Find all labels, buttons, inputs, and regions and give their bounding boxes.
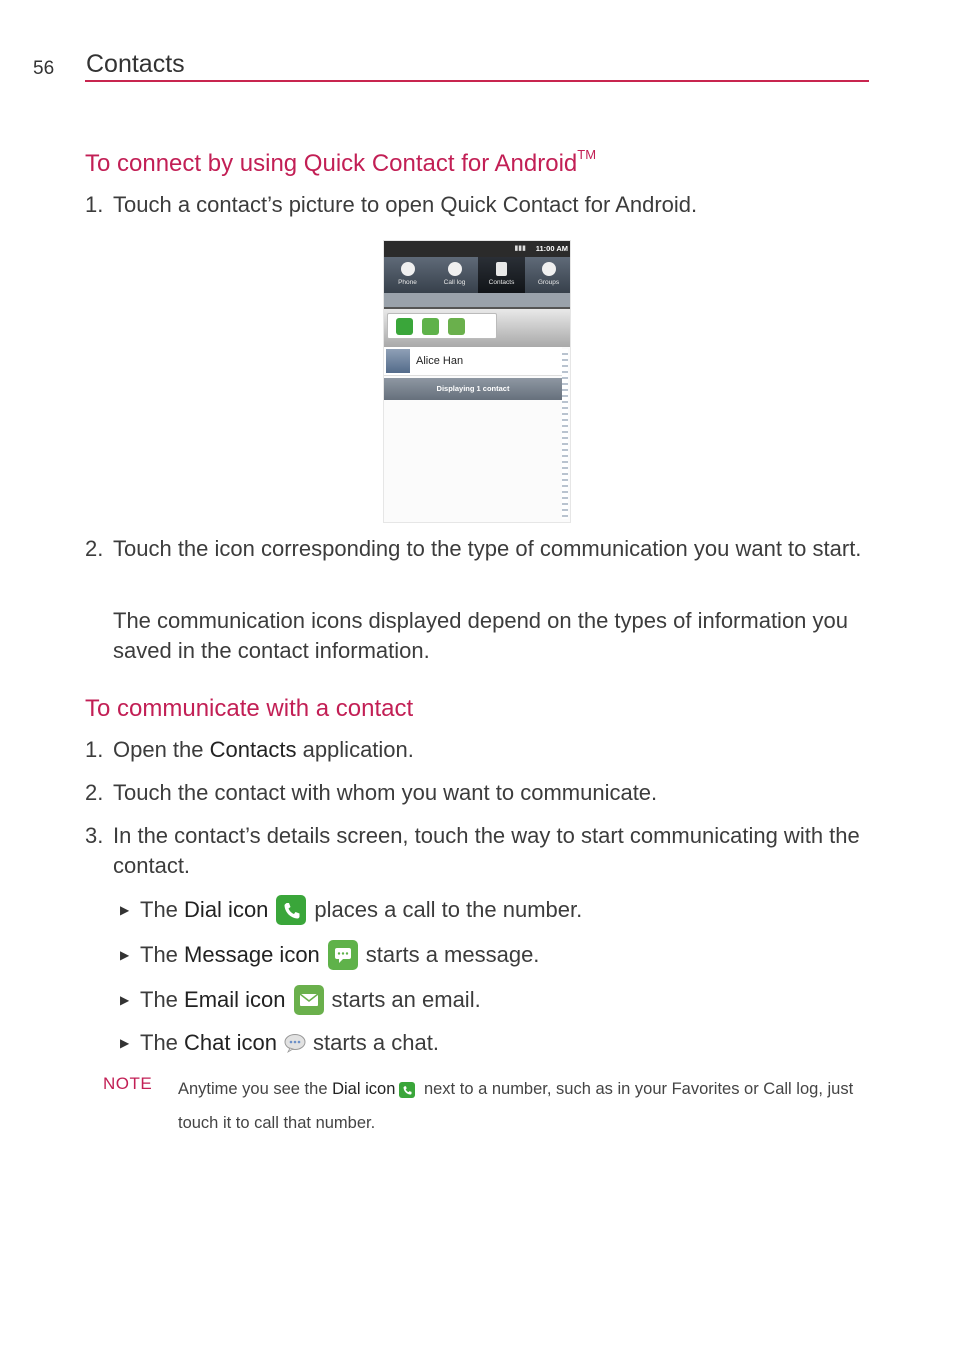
step-1: [85, 190, 875, 220]
tab-contacts[interactable]: [478, 257, 525, 293]
heading-quick-contact: [85, 147, 597, 178]
step-number: 3.: [85, 823, 104, 848]
step-2-paragraph: The communication icons displayed depend on the types of information you saved in the contact information.: [113, 608, 848, 663]
bullet-message: [120, 938, 539, 972]
email-icon: [294, 985, 324, 1015]
tab-phone[interactable]: [384, 257, 431, 293]
dial-icon[interactable]: [396, 318, 413, 335]
step-number: 2.: [85, 536, 104, 561]
avatar[interactable]: [386, 349, 410, 373]
message-icon: [328, 940, 358, 970]
call-log-icon: [448, 262, 462, 276]
step-text: In the contact’s details screen, touch the way to start communicating with the contact.: [113, 823, 860, 878]
text-pre: The: [140, 1030, 178, 1055]
chat-icon: [283, 1031, 307, 1055]
step-text: [113, 735, 875, 765]
step-details-screen: [85, 821, 875, 881]
dial-icon-label: Dial icon: [184, 897, 269, 922]
tab-bar: [384, 257, 571, 293]
message-icon[interactable]: [422, 318, 439, 335]
bullet-arrow-icon: ▶: [120, 948, 130, 962]
tab-groups[interactable]: [525, 257, 571, 293]
step-2: [85, 534, 875, 594]
text-post: application.: [296, 737, 414, 762]
step-number: 1.: [85, 737, 104, 762]
page-number: 56: [33, 58, 55, 79]
bullet-arrow-icon: ▶: [120, 903, 130, 917]
status-time: 11:00 AM: [535, 244, 568, 253]
email-icon[interactable]: [448, 318, 465, 335]
text-post: places a call to the number.: [314, 897, 583, 922]
heading-quick-contact-text: To connect by using Quick Contact for Android: [85, 150, 578, 177]
groups-icon: [542, 262, 556, 276]
heading-communicate: To communicate with a contact: [85, 695, 414, 722]
text-post: starts a chat.: [313, 1030, 439, 1055]
contact-row[interactable]: [384, 347, 562, 376]
contacts-app-name: Contacts: [209, 737, 297, 762]
contact-name: Alice Han: [416, 355, 464, 367]
email-icon-label: Email icon: [184, 987, 286, 1012]
tab-label: Groups: [537, 279, 560, 286]
step-number: 2.: [85, 780, 104, 805]
quick-contact-screenshot: [383, 240, 571, 523]
text-pre: Open the: [113, 737, 210, 762]
message-icon-label: Message icon: [184, 942, 320, 967]
text-pre: Anytime you see the: [178, 1080, 333, 1098]
step-open-contacts: [85, 735, 875, 765]
dial-icon-label: Dial icon: [332, 1080, 396, 1098]
header-divider: [85, 80, 869, 82]
alphabet-index-scrollbar[interactable]: [562, 349, 568, 519]
tab-label: Contacts: [488, 279, 515, 286]
step-text: Touch the icon corresponding to the type of communication you want to start.: [113, 536, 862, 561]
phone-icon: [401, 262, 415, 276]
chat-icon-label: Chat icon: [184, 1030, 277, 1055]
quick-contact-popup: [387, 313, 497, 339]
dial-icon: [399, 1082, 415, 1098]
bullet-arrow-icon: ▶: [120, 1036, 130, 1050]
text-post: next to a number, such as in your Favorites or Call log, just touch it to call that number.: [178, 1080, 854, 1132]
bullet-email: [120, 983, 481, 1017]
note-label: NOTE: [103, 1074, 153, 1093]
trademark-sup: TM: [577, 147, 597, 162]
tab-label: Call log: [443, 279, 466, 286]
step-text: Touch a contact’s picture to open Quick Contact for Android.: [113, 192, 698, 217]
text-pre: The: [140, 987, 178, 1012]
tab-label: Phone: [398, 279, 417, 286]
text-pre: The: [140, 942, 178, 967]
note-text: [178, 1072, 868, 1140]
dial-icon: [276, 895, 306, 925]
step-number: 1.: [85, 192, 104, 217]
text-post: starts an email.: [331, 987, 481, 1012]
section-title: Contacts: [86, 50, 185, 78]
search-strip[interactable]: [384, 293, 571, 307]
bullet-arrow-icon: ▶: [120, 993, 130, 1007]
bullet-dial: [120, 893, 582, 927]
contact-count: Displaying 1 contact: [384, 378, 562, 400]
tab-call-log[interactable]: [431, 257, 478, 293]
contacts-icon: [496, 262, 507, 276]
step-text: Touch the contact with whom you want to communicate.: [113, 780, 658, 805]
text-post: starts a message.: [365, 942, 540, 967]
status-bar: [384, 241, 571, 257]
signal-icon: ▮▮▮: [514, 245, 526, 252]
step-touch-contact: [85, 778, 875, 808]
text-pre: The: [140, 897, 178, 922]
bullet-chat: [120, 1026, 439, 1060]
